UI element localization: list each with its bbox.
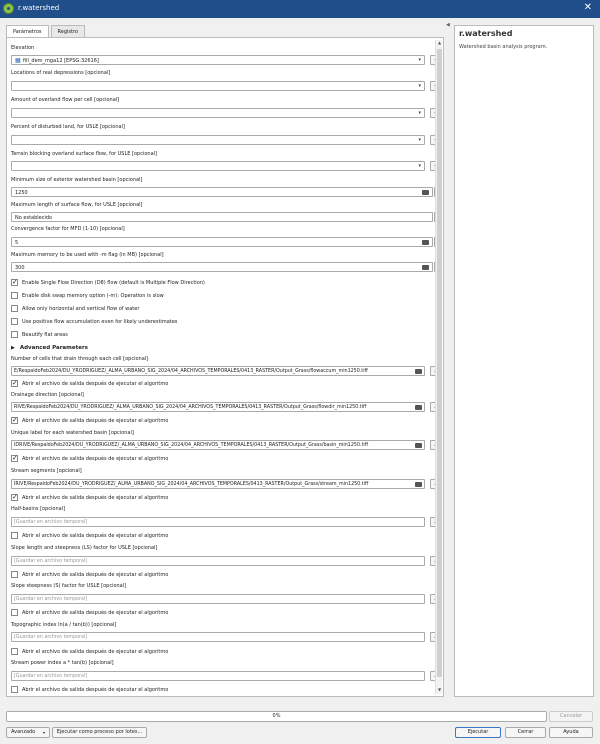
open-output-label: Abrir el archivo de salida después de ejecutar el algoritmo bbox=[22, 532, 169, 539]
flag-disk-swap[interactable] bbox=[11, 291, 164, 300]
help-panel bbox=[454, 25, 594, 697]
checkbox[interactable] bbox=[11, 686, 18, 693]
output-path-input[interactable] bbox=[11, 632, 425, 642]
open-output-option[interactable] bbox=[11, 454, 168, 463]
checkbox[interactable] bbox=[11, 318, 18, 325]
checkbox[interactable] bbox=[11, 380, 18, 387]
advanced-button-label: Avanzado bbox=[11, 729, 36, 735]
scroll-down-icon[interactable]: ▼ bbox=[437, 687, 442, 692]
help-title: r.watershed bbox=[459, 29, 513, 38]
output-label: Slope steepness (S) factor for USLE [opcional] bbox=[11, 583, 127, 589]
flag-positive-accum-label: Use positive flow accumulation even for likely underestimates bbox=[22, 318, 178, 325]
output-path-value: IDRIVE/RespaldoFeb2024/DU_YRODRIGUEZ/_ALMA_URBANO_SIG_2024/04_ARCHIVOS_TEMPORALES/0413_RASTER/Output_Grass/basin_min1250.tiff bbox=[14, 443, 369, 448]
flag-single-flow-label: Enable Single Flow Direction (D8) flow (default is Multiple Flow Direction) bbox=[22, 279, 205, 286]
clear-icon[interactable] bbox=[415, 369, 422, 374]
overland-flow-label: Amount of overland flow per cell [opcional] bbox=[11, 97, 120, 103]
convergence-value: 5 bbox=[15, 240, 19, 246]
output-path-input[interactable] bbox=[11, 366, 425, 376]
output-label: Number of cells that drain through each cell [opcional] bbox=[11, 356, 149, 362]
output-path-input[interactable] bbox=[11, 402, 425, 412]
clear-icon[interactable] bbox=[415, 443, 422, 448]
scrollbar-thumb[interactable] bbox=[437, 49, 442, 677]
flag-beautify-label: Beautify flat areas bbox=[22, 331, 68, 338]
checkbox[interactable] bbox=[11, 292, 18, 299]
checkbox[interactable] bbox=[11, 532, 18, 539]
checkbox[interactable] bbox=[11, 455, 18, 462]
scroll-up-icon[interactable]: ▲ bbox=[437, 40, 442, 45]
depressions-label: Locations of real depressions [opcional] bbox=[11, 70, 111, 76]
output-label: Half-basins [opcional] bbox=[11, 506, 66, 512]
clear-icon[interactable] bbox=[422, 265, 429, 270]
flag-disk-swap-label: Enable disk swap memory option (-m): Operation is slow bbox=[22, 292, 164, 299]
clear-icon[interactable] bbox=[422, 190, 429, 195]
checkbox[interactable] bbox=[11, 417, 18, 424]
max-slope-length-input[interactable] bbox=[11, 212, 433, 222]
open-output-label: Abrir el archivo de salida después de ejecutar el algoritmo bbox=[22, 609, 169, 616]
open-output-option[interactable] bbox=[11, 608, 168, 617]
parameters-panel bbox=[6, 37, 444, 697]
vertical-scrollbar[interactable] bbox=[435, 40, 442, 694]
open-output-option[interactable] bbox=[11, 379, 168, 388]
output-path-input[interactable] bbox=[11, 594, 425, 604]
disturbed-label: Percent of disturbed land, for USLE [opcional] bbox=[11, 124, 125, 130]
output-path-input[interactable] bbox=[11, 671, 425, 681]
progress-bar: 0% bbox=[6, 711, 547, 722]
open-output-option[interactable] bbox=[11, 647, 168, 656]
overland-flow-combo[interactable] bbox=[11, 108, 425, 118]
output-label: Unique label for each watershed basin [opcional] bbox=[11, 430, 134, 436]
clear-icon[interactable] bbox=[422, 240, 429, 245]
help-description: Watershed basin analysis program. bbox=[459, 44, 548, 50]
threshold-label: Minimum size of exterior watershed basin [opcional] bbox=[11, 177, 143, 183]
output-path-input[interactable] bbox=[11, 440, 425, 450]
output-path-value: RIVE/RespaldoFeb2024/DU_YRODRIGUEZ/_ALMA_URBANO_SIG_2024/04_ARCHIVOS_TEMPORALES/0413_RASTER/Output_Grass/flowdir_min1250.tiff bbox=[14, 405, 367, 410]
cancel-button[interactable]: Cancelar bbox=[549, 711, 593, 722]
checkbox[interactable] bbox=[11, 331, 18, 338]
open-output-option[interactable] bbox=[11, 685, 168, 694]
flag-single-flow[interactable] bbox=[11, 278, 205, 287]
flag-positive-accum[interactable] bbox=[11, 317, 177, 326]
open-output-label: Abrir el archivo de salida después de ejecutar el algoritmo bbox=[22, 648, 169, 655]
chevron-down-icon: ▾ bbox=[418, 110, 421, 116]
open-output-option[interactable] bbox=[11, 570, 168, 579]
chevron-down-icon: ▾ bbox=[418, 57, 421, 63]
open-output-label: Abrir el archivo de salida después de ejecutar el algoritmo bbox=[22, 380, 169, 387]
open-output-label: Abrir el archivo de salida después de ejecutar el algoritmo bbox=[22, 686, 169, 693]
open-output-option[interactable] bbox=[11, 416, 168, 425]
memory-value: 300 bbox=[15, 265, 25, 271]
memory-label: Maximum memory to be used with -m flag (in MB) [opcional] bbox=[11, 252, 164, 258]
chevron-down-icon: ▾ bbox=[418, 137, 421, 143]
flag-beautify[interactable] bbox=[11, 330, 68, 339]
tab-log[interactable]: Registro bbox=[51, 25, 85, 37]
advanced-parameters-label: Advanced Parameters bbox=[19, 344, 88, 351]
convergence-label: Convergence factor for MFD (1-10) [opcional] bbox=[11, 226, 125, 232]
checkbox[interactable] bbox=[11, 494, 18, 501]
chevron-down-icon: ▾ bbox=[418, 163, 421, 169]
open-output-label: Abrir el archivo de salida después de ejecutar el algoritmo bbox=[22, 571, 169, 578]
checkbox[interactable] bbox=[11, 648, 18, 655]
advanced-parameters-toggle[interactable] bbox=[11, 343, 88, 352]
output-path-value: E/RespaldoFeb2024/DU_YRODRIGUEZ/_ALMA_URBANO_SIG_2024/04_ARCHIVOS_TEMPORALES/0413_RASTER/Output_Grass/flowaccum_min1250.tiff bbox=[14, 369, 368, 374]
run-button[interactable]: Ejecutar bbox=[455, 727, 501, 738]
convergence-input[interactable] bbox=[11, 237, 433, 247]
clear-icon[interactable] bbox=[415, 482, 422, 487]
open-output-option[interactable] bbox=[11, 493, 168, 502]
output-path-input[interactable] bbox=[11, 517, 425, 527]
expand-arrow-icon: ▶ bbox=[11, 344, 15, 351]
flag-horizontal-vertical[interactable] bbox=[11, 304, 139, 313]
title-bar bbox=[0, 0, 600, 18]
open-output-label: Abrir el archivo de salida después de ejecutar el algoritmo bbox=[22, 417, 169, 424]
elevation-value: fill_dem_mga12 [EPSG:32616] bbox=[23, 58, 99, 64]
elevation-label: Elevation bbox=[11, 45, 35, 51]
clear-icon[interactable] bbox=[415, 405, 422, 410]
max-slope-length-label: Maximum length of surface flow, for USLE [opcional] bbox=[11, 202, 143, 208]
tab-bar bbox=[6, 25, 87, 37]
output-path-placeholder: [Guardar en archivo temporal] bbox=[14, 635, 88, 640]
blocking-label: Terrain blocking overland surface flow, for USLE [opcional] bbox=[11, 151, 157, 157]
open-output-label: Abrir el archivo de salida después de ejecutar el algoritmo bbox=[22, 494, 169, 501]
chevron-down-icon: ▾ bbox=[418, 83, 421, 89]
threshold-input[interactable] bbox=[11, 187, 433, 197]
disturbed-combo[interactable] bbox=[11, 135, 425, 145]
output-label: Stream segments [opcional] bbox=[11, 468, 82, 474]
depressions-combo[interactable] bbox=[11, 81, 425, 91]
output-path-value: IRIVE/RespaldoFeb2024/DU_YRODRIGUEZ/_ALMA_URBANO_SIG_2024/04_ARCHIVOS_TEMPORALES/0413_RASTER/Output_Grass/stream_min1250.tiff bbox=[14, 482, 369, 487]
elevation-combo[interactable] bbox=[11, 55, 425, 65]
output-label: Stream power index a * tan(b) [opcional] bbox=[11, 660, 114, 666]
threshold-value: 1250 bbox=[15, 190, 28, 196]
output-path-input[interactable] bbox=[11, 556, 425, 566]
checkbox[interactable] bbox=[11, 279, 18, 286]
help-button[interactable]: Ayuda bbox=[549, 727, 593, 738]
max-slope-length-value: No establecido bbox=[15, 215, 53, 221]
flag-horizontal-vertical-label: Allow only horizontal and vertical flow of water bbox=[22, 305, 140, 312]
run-as-batch-button[interactable]: Ejecutar como proceso por lotes... bbox=[52, 727, 147, 738]
memory-input[interactable] bbox=[11, 262, 433, 272]
qgis-logo-icon bbox=[3, 3, 14, 14]
checkbox[interactable] bbox=[11, 305, 18, 312]
output-path-placeholder: [Guardar en archivo temporal] bbox=[14, 674, 88, 679]
tab-parameters[interactable]: Parámetros bbox=[6, 25, 49, 38]
raster-layer-icon: ▦ bbox=[15, 57, 21, 64]
advanced-button[interactable] bbox=[6, 727, 50, 738]
output-label: Topographic index ln(a / tan(b)) [opcional] bbox=[11, 622, 117, 628]
checkbox[interactable] bbox=[11, 571, 18, 578]
open-output-option[interactable] bbox=[11, 531, 168, 540]
output-label: Slope length and steepness (LS) factor for USLE [opcional] bbox=[11, 545, 158, 551]
collapse-help-icon[interactable]: ◀ bbox=[446, 22, 450, 28]
blocking-combo[interactable] bbox=[11, 161, 425, 171]
output-path-placeholder: [Guardar en archivo temporal] bbox=[14, 520, 88, 525]
window-title: r.watershed bbox=[18, 4, 60, 12]
output-path-placeholder: [Guardar en archivo temporal] bbox=[14, 597, 88, 602]
chevron-down-icon: ▾ bbox=[42, 730, 45, 735]
output-label: Drainage direction [opcional] bbox=[11, 392, 84, 398]
close-icon[interactable]: ✕ bbox=[583, 2, 592, 13]
output-path-input[interactable] bbox=[11, 479, 425, 489]
checkbox[interactable] bbox=[11, 609, 18, 616]
close-button[interactable]: Cerrar bbox=[505, 727, 546, 738]
open-output-label: Abrir el archivo de salida después de ejecutar el algoritmo bbox=[22, 455, 169, 462]
output-path-placeholder: [Guardar en archivo temporal] bbox=[14, 559, 88, 564]
